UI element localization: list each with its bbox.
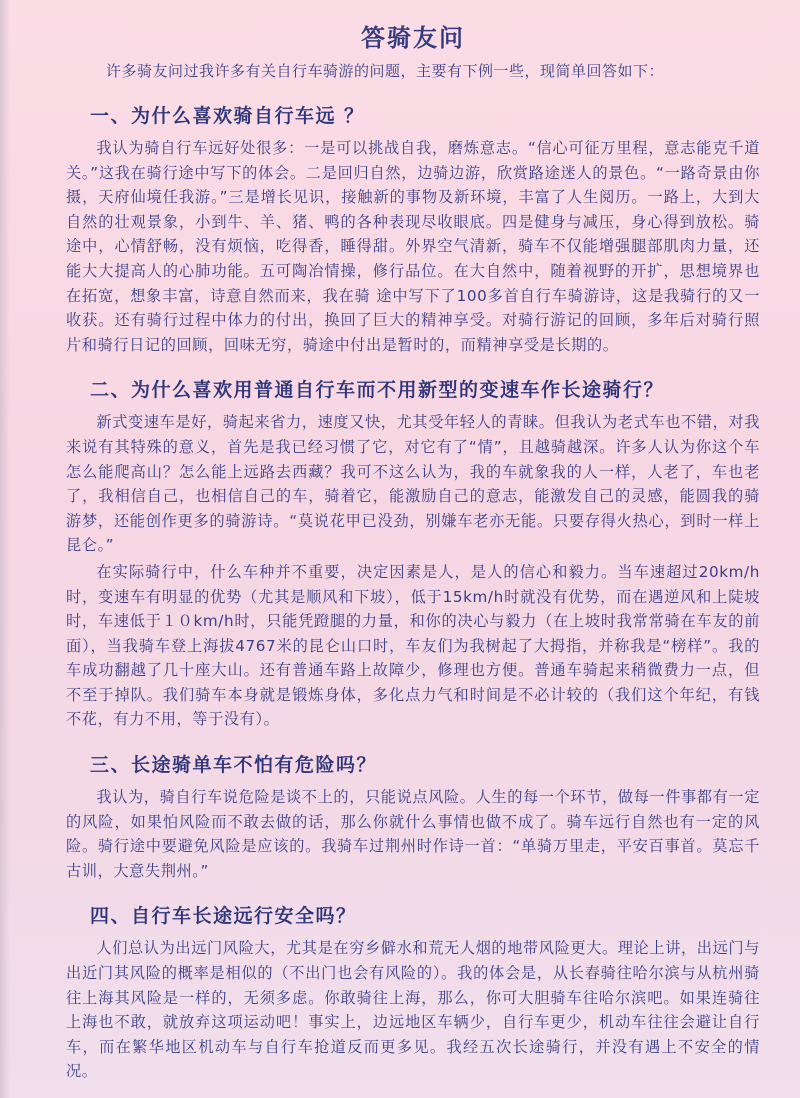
- section-3: [66, 750, 760, 883]
- paragraph: 新式变速车是好，骑起来省力，速度又快，尤其受年轻人的青睐。但我认为老式车也不错，对我来说有其特殊的意义，首先是我已经习惯了它，对它有了“情”，且越骑越深。许多人认为你这个车怎么能爬高山？怎么能上远路去西藏？我可不这么认为，我的车就象我的人一样，人老了，车也老了，我相信自己，也相信自己的车，骑着它，能激励自己的意志，能激发自己的灵感，能圆我的骑游梦，还能创作更多的骑游诗。“莫说花甲已没劲，别嫌车老亦无能。只要存得火热心，到时一样上昆仑。”: [66, 413, 760, 555]
- section-heading: 三、长途骑单车不怕有危险吗？: [90, 754, 378, 777]
- section-heading: 二、为什么喜欢用普通自行车而不用新型的变速车作长途骑行？: [90, 379, 665, 402]
- section-heading: 一、为什么喜欢骑自行车远 ？: [90, 105, 365, 127]
- section-heading: 四、自行车长途远行安全吗？: [90, 905, 357, 928]
- intro-text: 许多骑友问过我许多有关自行车骑游的问题，主要有下例一些，现简单回答如下：: [106, 62, 665, 80]
- paragraph: 我认为骑自行车远好处很多：一是可以挑战自我，磨炼意志。“信心可征万里程，意志能克千道关。”这我在骑行途中写下的体会。二是回归自然，边骑边游，欣赏路途迷人的景色。“一路奇景由你摄，天府仙境任我游。”三是增长见识，接触新的事物及新环境，丰富了人生阅历。一路上，大到大自然的壮观景象，小到牛、羊、猪、鸭的各种表现尽收眼底。四是健身与减压，身心得到放松。骑途中，心情舒畅，没有烦恼，吃得香，睡得甜。外界空气清新，骑车不仅能增强腿部肌肉力量，还能大大提高人的心肺功能。五可陶冶情操，修行品位。在大自然中，随着视野的开扩，思想境界也在拓宽，想象丰富，诗意自然而来，我在骑 途中写下了100多首自行车骑游诗，这是我骑行的又一收获。还有骑行过程中体力的付出，换回了巨大的精神享受。对骑行游记的回顾，多年后对骑行照片和骑行日记的回顾，回味无穷，骑途中付出是暂时的，而精神享受是长期的。: [66, 139, 760, 354]
- section-4: [66, 901, 760, 1084]
- paragraph: 在实际骑行中，什么车种并不重要，决定因素是人，是人的信心和毅力。当车速超过20km/h时，变速车有明显的优势（尤其是顺风和下坡），低于15km/h时就没有优势，而在遇逆风和上陡坡时，车速低于１０km/h时，只能凭蹬腿的力量，和你的决心与毅力（在上坡时我常常骑在车友的前面），当我骑车登上海拔4767米的昆仑山口时，车友们为我树起了大拇指，并称我是“榜样”。我的车成功翻越了几十座大山。还有普通车路上故障少，修理也方便。普通车骑起来稍微费力一点，但不至于掉队。我们骑车本身就是锻炼身体，多化点力气和时间是不必计较的（我们这个年纪，有钱不花，有力不用，等于没有）。: [66, 562, 760, 729]
- section-2: [66, 375, 760, 732]
- paragraph: 我认为，骑自行车说危险是谈不上的，只能说点风险。人生的每一个环节，做每一件事都有一定的风险，如果怕风险而不敢去做的话，那么你就什么事情也做不成了。骑车远行自然也有一定的风险。骑行途中要避免风险是应该的。我骑车过荆州时作诗一首：“单骑万里走，平安百事首。莫忘千古训，大意失荆州。”: [66, 788, 760, 880]
- paragraph: 人们总认为出远门风险大，尤其是在穷乡僻水和荒无人烟的地带风险更大。理论上讲，出远门与出近门其风险的概率是相似的（不出门也会有风险的）。我的体会是，从长春骑往哈尔滨与从杭州骑往上海其风险是一样的，无须多虑。你敢骑往上海，那么，你可大胆骑车往哈尔滨吧。如果连骑往上海也不敢，就放弃这项运动吧！事实上，边远地区车辆少，自行车更少，机动车往往会避让自行车，而在繁华地区机动车与自行车抢道反而更多见。我经五次长途骑行，并没有遇上不安全的情况。: [66, 939, 760, 1081]
- section-1: [66, 101, 760, 357]
- document-title: 答骑友问: [361, 24, 465, 52]
